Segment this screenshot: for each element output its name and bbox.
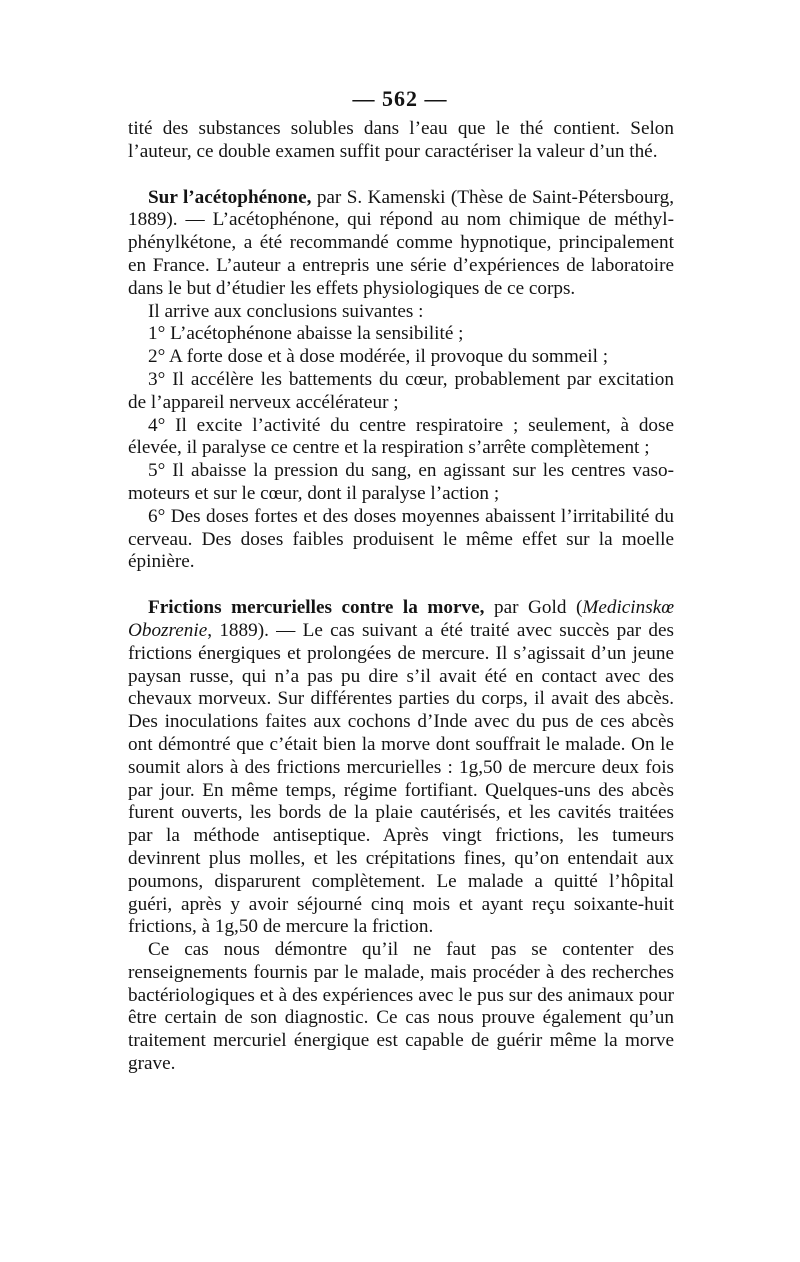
- section-heading-frictions: Frictions mercurielles contre la morve,: [148, 597, 485, 619]
- frictions-source: Medicinskœ Obozrenie: [128, 597, 675, 641]
- paragraph-acetophenone: [128, 187, 674, 301]
- text-column: [128, 118, 674, 1076]
- conclusion-item-4: 4° Il excite l’activité du centre respiratoire ; seulement, à dose élevée, il paralyse ce centre et la respiration s’arrête complètement ;: [128, 414, 674, 459]
- paragraph-thé-conclusion: tité des substances solubles dans l’eau que le thé contient. Selon l’auteur, ce double examen suffit pour caractériser la valeur d’un thé.: [128, 118, 674, 162]
- conclusion-item-6: 6° Des doses fortes et des doses moyennes abaissent l’irritabilité du cerveau. Des doses faibles produisent le même effet sur la moelle épinière.: [128, 505, 674, 573]
- conclusion-item-3: 3° Il accélère les battements du cœur, probablement par excitation de l’appareil nerveux accélérateur ;: [128, 368, 674, 413]
- frictions-author: par Gold (: [484, 597, 583, 619]
- conclusions-intro: Il arrive aux conclusions suivantes :: [148, 300, 424, 322]
- conclusion-item-2: 2° A forte dose et à dose modérée, il provoque du sommeil ;: [148, 346, 609, 368]
- acetophenone-body: par S. Kamenski (Thèse de Saint-Pétersbourg, 1889). — L’acétophénone, qui répond au nom chimique de méthyl-phénylkétone, a été recommandé comme hypnotique, principalement en France. L’auteur a entrepris une série d’expériences de laboratoire dans le but d’étudier les effets physiologiques de ce corps.: [128, 186, 674, 299]
- paragraph-frictions-conclusion: Ce cas nous démontre qu’il ne faut pas se contenter des renseignements fournis par le malade, mais procéder à des recherches bactériologiques et à des expériences avec le pus sur des animaux pour être certain de son diagnostic. Ce cas nous prouve également qu’un traitement mercuriel énergique est capable de guérir même la morve grave.: [128, 939, 674, 1075]
- paragraph-frictions-mercurielles: [128, 597, 674, 939]
- page-number: — 562 —: [352, 86, 448, 111]
- conclusion-item-5: 5° Il abaisse la pression du sang, en agissant sur les centres vaso-moteurs et sur le cœur, dont il paralyse l’action ;: [128, 460, 674, 504]
- section-heading-acetophenone: Sur l’acétophénone,: [148, 186, 312, 208]
- conclusion-item-1: 1° L’acétophénone abaisse la sensibilité ;: [148, 323, 464, 345]
- frictions-body: , 1889). — Le cas suivant a été traité avec succès par des frictions énergiques et prolongées de mercure. Il s’agissait d’un jeune paysan russe, qui n’a pas pu dire s’il avait été en contact avec des chevaux morveux. Sur différentes parties du corps, il avait des abcès. Des inoculations faites aux cochons d’Inde avec du pus de ces abcès ont démontré que c’était bien la morve dont souffrait le malade. On le soumit alors à des frictions mercurielles : 1g,50 de mercure deux fois par jour. En même temps, régime fortifiant. Quelques-uns des abcès furent ouverts, les bords de la plaie cautérisés, et les cavités traitées par la méthode antiseptique. Après vingt frictions, les tumeurs devinrent plus molles, et les crépitations fines, qu’on entendait aux poumons, disparurent complètement. Le malade a quitté l’hôpital guéri, après y avoir séjourné cinq mois et ayant reçu soixante-huit frictions, à 1g,50 de mercure la friction.: [128, 619, 674, 938]
